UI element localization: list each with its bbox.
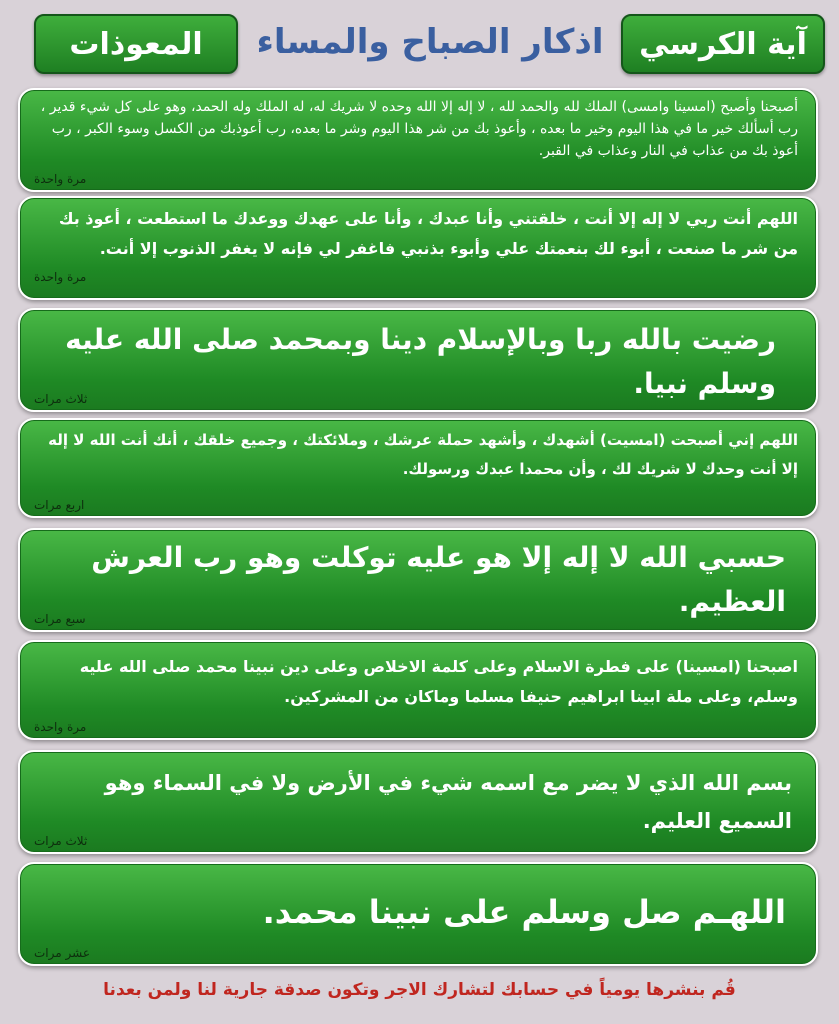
dhikr-text: اللهم إني أصبحت (امسيت) أشهدك ، وأشهد حملة عرشك ، وملائكتك ، وجميع خلقك ، أنك أنت الله لا إله إلا أنت وحدك لا شريك لك ، وأن محمدا عبدك ورسولك. [48,431,798,478]
dhikr-card-4 [18,418,818,518]
dhikr-card-2 [18,196,818,300]
page-title: اذكار الصباح والمساء [256,22,604,62]
dhikr-text: اصبحنا (امسينا) على فطرة الاسلام وعلى كلمة الاخلاص وعلى دين نبينا محمد صلى الله عليه وسلم، وعلى ملة ابينا ابراهيم حنيفا مسلما وماكان من المشركين. [79,657,798,706]
header [0,0,839,86]
dhikr-card-6 [18,640,818,740]
dhikr-card-3 [18,308,818,412]
footer-message: قُم بنشرها يومياً في حسابك لتشارك الاجر وتكون صدقة جارية لنا ولمن بعدنا [103,980,736,1000]
dhikr-text: بسم الله الذي لا يضر مع اسمه شيء في الأرض ولا في السماء وهو السميع العليم. [104,771,792,833]
dhikr-count: اربع مرات [34,498,85,512]
dhikr-count: مرة واحدة [34,172,87,186]
dhikr-count: عشر مرات [34,946,90,960]
dhikr-card-7 [18,750,818,854]
dhikr-text: اللهم أنت ربي لا إله إلا أنت ، خلقتني وأنا عبدك ، وأنا على عهدك ووعدك ما استطعت ، أعوذ بك من شر ما صنعت ، أبوء لك بنعمتك علي وأبوء بذنبي فاغفر لي فإنه لا يغفر الذنوب إلا أنت. [58,209,798,258]
muawwidhat-button[interactable]: المعوذات [34,14,238,74]
dhikr-count: ثلاث مرات [34,392,88,406]
dhikr-text: رضيت بالله ربا وبالإسلام دينا وبمحمد صلى الله عليه وسلم نبيا. [65,323,776,400]
ayat-alkursi-button[interactable]: آية الكرسي [621,14,825,74]
dhikr-card-1 [18,88,818,192]
dhikr-text: أصبحنا وأصبح (امسينا وامسى) الملك لله والحمد لله ، لا إله إلا الله وحده لا شريك له، له الملك وله الحمد، وهو على كل شيء قدير ، رب أسألك خير ما في هذا اليوم وخير ما بعده ، وأعوذ بك من شر هذا اليوم وشر ما بعده، رب أعوذبك من الكسل وسوء الكبر ، رب أعوذ بك من عذاب في النار وعذاب في القبر. [40,99,798,159]
dhikr-count: سبع مرات [34,612,86,626]
dhikr-count: مرة واحدة [34,720,87,734]
dhikr-count: مرة واحدة [34,270,87,284]
dhikr-card-8 [18,862,818,966]
dhikr-card-5 [18,528,818,632]
dhikr-count: ثلاث مرات [34,834,88,848]
dhikr-text: اللهـم صل وسلم على نبينا محمد. [262,893,786,931]
dhikr-text: حسبي الله لا إله إلا هو عليه توكلت وهو رب العرش العظيم. [91,541,786,618]
